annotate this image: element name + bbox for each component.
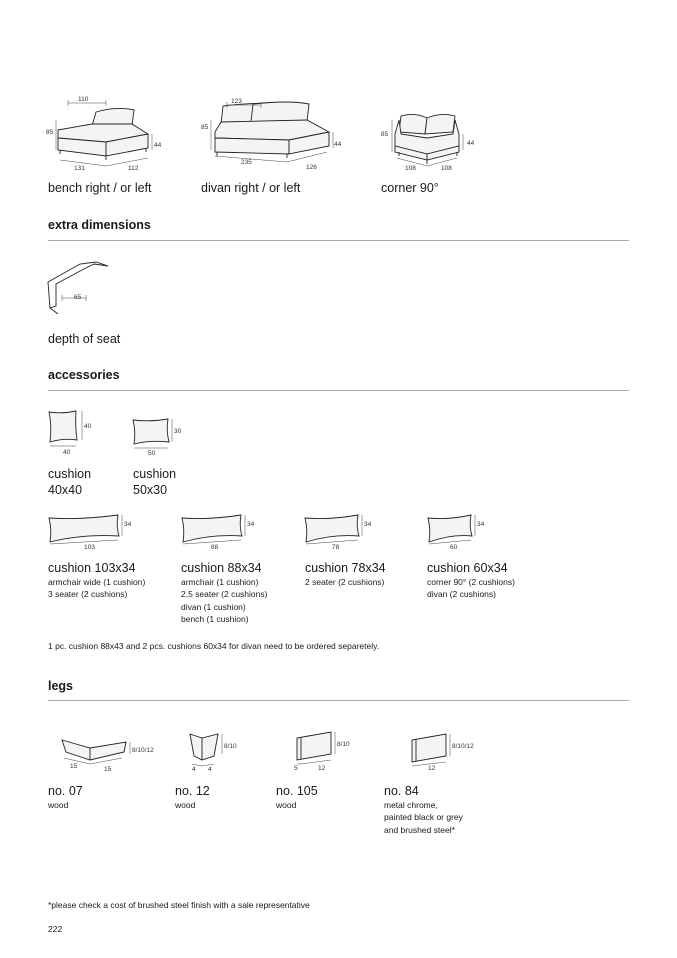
leg-07-dim-d1: 15 [70,763,78,770]
cushion-88x34-name: cushion 88x34 [181,561,262,575]
leg-12-dim-h: 8/10 [224,743,237,750]
leg-84-dim-d1: 12 [428,765,436,772]
divider [48,240,629,241]
leg-105-dim-d2: 12 [318,765,326,772]
leg-12-dim-d2: 4 [208,766,212,773]
cushion-use: 2 seater (2 cushions) [305,577,385,587]
leg-84-info [384,783,463,836]
bench-dim-length: 112 [128,165,139,172]
leg-07-name: no. 07 [48,784,83,798]
leg-105-dim-d1: 5 [294,765,298,772]
leg-material: metal chrome, [384,800,438,810]
cushion-use: 2,5 seater (2 cushions) [181,589,268,600]
leg-105-drawing [291,728,361,776]
leg-07-drawing [46,728,166,776]
seat-depth-label: depth of seat [48,332,121,346]
cushion-88x34-drawing [179,512,269,554]
cushion-use: divan (1 cushion) [181,601,246,612]
legs-heading: legs [48,679,74,693]
divider [48,390,629,391]
cushion-88x34-dim-h: 34 [247,521,255,528]
cushion-40x40-dim-w: 40 [63,449,71,456]
cushion-60x34-dim-w: 60 [450,544,458,551]
divan-dim-depth: 235 [241,159,252,166]
corner-dim-height: 85 [381,131,389,138]
corner-drawing [379,104,479,174]
footnote: *please check a cost of brushed steel finish with a sale representative [48,900,310,910]
cushion-103x34-name: cushion 103x34 [48,561,136,575]
corner-dim-left: 108 [405,165,416,172]
bench-dim-depth: 131 [74,165,85,172]
cushion-50x30-dim-h: 30 [174,428,182,435]
corner-dim-right: 108 [441,165,452,172]
cushion-use: divan (2 cushions) [427,589,496,600]
leg-07-dim-d2: 15 [104,766,112,773]
bench-dim-width: 110 [78,96,89,103]
extra-dimensions-heading: extra dimensions [48,218,151,232]
cushion-88x34-info [181,560,267,625]
sofa-label-corner: corner 90° [381,181,439,195]
cushion-40x40-dim-h: 40 [84,423,92,430]
cushion-103x34-dim-w: 103 [84,544,95,551]
leg-material: wood [48,800,69,810]
divan-dim-height: 85 [201,124,209,131]
leg-105-dim-h: 8/10 [337,741,350,748]
cushion-use: bench (1 cushion) [181,613,249,624]
leg-material: wood [276,800,297,810]
leg-material: and brushed steel* [384,824,455,835]
page-number: 222 [48,924,63,934]
cushion-50x30-drawing [130,416,190,456]
leg-07-info [48,783,83,811]
leg-07-dim-h: 8/10/12 [132,747,154,754]
seat-depth-drawing [46,258,116,318]
cushion-use: 3 seater (2 cushions) [48,589,128,600]
divan-drawing [199,94,349,174]
divan-dim-length: 126 [306,164,317,171]
cushion-50x30-name: cushion 50x30 [133,467,177,497]
bench-dim-height: 85 [46,129,54,136]
divan-dim-width: 123 [231,98,242,105]
corner-dim-seat: 44 [467,140,475,147]
divan-dim-seat: 44 [334,141,342,148]
cushion-78x34-info [305,560,386,588]
leg-12-drawing [186,728,256,776]
cushion-103x34-dim-h: 34 [124,521,132,528]
bench-drawing [46,94,176,174]
seat-depth-value: 65 [74,294,82,301]
accessories-note: 1 pc. cushion 88x43 and 2 pcs. cushions 60x34 for divan need to be ordered separetely. [48,641,380,651]
cushion-78x34-dim-w: 78 [332,544,340,551]
cushion-use: corner 90° (2 cushions) [427,577,515,587]
sofa-label-bench: bench right / or left [48,181,152,195]
cushion-78x34-drawing [302,512,387,554]
leg-material: painted black or grey [384,812,463,823]
leg-12-dim-d1: 4 [192,766,196,773]
cushion-40x40-drawing [46,408,96,458]
cushion-60x34-drawing [425,512,500,554]
leg-105-info [276,783,318,811]
leg-84-dim-h: 8/10/12 [452,743,474,750]
bench-dim-seat: 44 [154,142,162,149]
leg-12-info [175,783,210,811]
cushion-78x34-name: cushion 78x34 [305,561,386,575]
accessories-heading: accessories [48,368,120,382]
leg-84-drawing [406,728,486,776]
cushion-78x34-dim-h: 34 [364,521,372,528]
leg-105-name: no. 105 [276,784,318,798]
cushion-88x34-dim-w: 88 [211,544,219,551]
sofa-label-divan: divan right / or left [201,181,301,195]
cushion-60x34-name: cushion 60x34 [427,561,508,575]
cushion-50x30-dim-w: 50 [148,450,156,457]
cushion-103x34-drawing [46,512,141,554]
leg-material: wood [175,800,196,810]
cushion-use: armchair (1 cushion) [181,577,259,587]
cushion-40x40-name: cushion 40x40 [48,467,92,497]
divider [48,700,629,701]
cushion-60x34-dim-h: 34 [477,521,485,528]
cushion-use: armchair wide (1 cushion) [48,577,146,587]
cushion-103x34-info [48,560,145,601]
cushion-60x34-info [427,560,515,601]
leg-12-name: no. 12 [175,784,210,798]
leg-84-name: no. 84 [384,784,419,798]
